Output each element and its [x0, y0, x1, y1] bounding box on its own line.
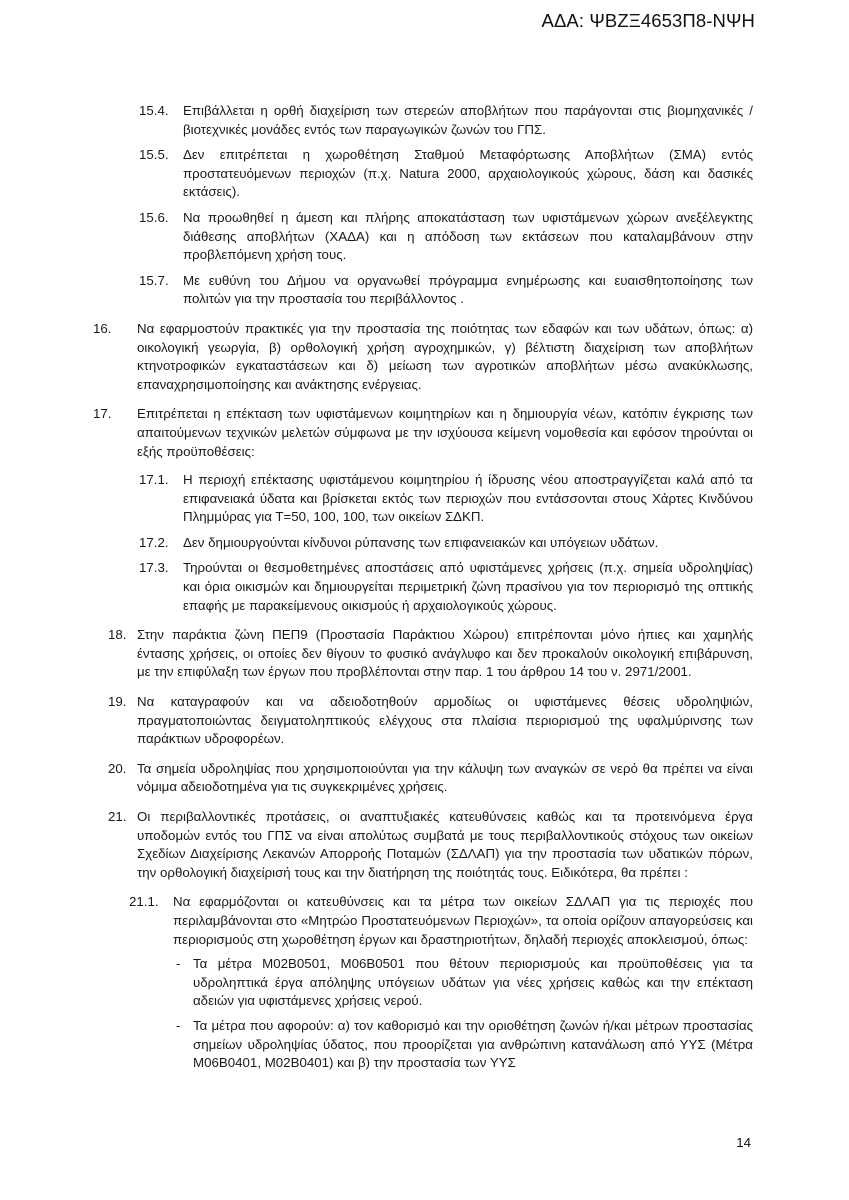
document-body	[0, 102, 849, 1079]
dash-bullet: -	[176, 956, 181, 972]
ada-code: ΑΔΑ: ΨΒΖΞ4653Π8-ΝΨΗ	[541, 10, 755, 31]
item-text: Τα μέτρα Μ02Β0501, Μ06Β0501 που θέτουν περιορισμούς και προϋποθέσεις για τα υδροληπτικά έργα απόληψης υπόγειων υδάτων για νέες χρήσεις καθώς και την επέκταση αδειών για υφιστάμενες χρήσεις νερού.	[193, 956, 753, 1009]
item-number: 15.5.	[139, 147, 169, 163]
list-item-17	[0, 405, 849, 461]
item-number: 17.	[93, 406, 112, 422]
list-item-16	[0, 320, 849, 394]
dash-item-measures-2	[0, 1017, 849, 1073]
item-text: Δεν επιτρέπεται η χωροθέτηση Σταθμού Μεταφόρτωσης Αποβλήτων (ΣΜΑ) εντός προστατευόμενων περιοχών (π.χ. Natura 2000, αρχαιολογικούς χώρους, δάση και δασικές εκτάσεις).	[183, 147, 753, 200]
list-item-17-1	[0, 471, 849, 527]
list-item-21	[0, 808, 849, 882]
item-text: Με ευθύνη του Δήμου να οργανωθεί πρόγραμμα ενημέρωσης και ευαισθητοποίησης των πολιτών για την προστασία του περιβάλλοντος .	[183, 272, 753, 307]
list-item-15-7	[0, 272, 849, 309]
item-text: Να εφαρμοστούν πρακτικές για την προστασία της ποιότητας των εδαφών και των υδάτων, όπως: α) οικολογική γεωργία, β) ορθολογική χρήση αγροχημικών, γ) βέλτιστη διαχείριση των αποβλήτων κτηνοτροφικών εγκαταστάσεων και δ) μείωση των αγροτικών αποβλήτων μέσω ανακύκλωσης, επαναχρησιμοποίησης και ανάκτησης ενέργειας.	[137, 320, 753, 392]
item-number: 20.	[108, 760, 127, 776]
list-item-17-2	[0, 534, 849, 553]
item-text: Να καταγραφούν και να αδειοδοτηθούν αρμοδίως οι υφιστάμενες θέσεις υδροληψιών, πραγματοποιώντας δειγματοληπτικούς ελέγχους στα πλαίσια περιορισμού της υφαλμύρινσης των παράκτιων υδροφορέων.	[137, 694, 753, 747]
item-number: 18.	[108, 627, 127, 643]
item-number: 15.4.	[139, 103, 169, 118]
list-item-15-4	[0, 102, 849, 139]
item-text: Οι περιβαλλοντικές προτάσεις, οι αναπτυξιακές κατευθύνσεις καθώς και τα προτεινόμενα έργα υποδομών εντός του ΓΠΣ να είναι απολύτως συμβατά με τους περιβαλλοντικούς στόχους των οικείων Σχεδίων Διαχείρισης Λεκανών Απορροής Ποταμών (ΣΔΛΑΠ) για την προστασία των υδατικών πόρων, την ορθολογική διαχείρισή τους και την διατήρηση της ποιότητάς τους. Ειδικότερα, θα πρέπει :	[137, 809, 753, 880]
list-item-17-3	[0, 559, 849, 615]
item-number: 15.7.	[139, 272, 169, 288]
item-text: Τα μέτρα που αφορούν: α) τον καθορισμό και την οριοθέτηση ζωνών ή/και μέτρων προστασίας σημείων υδροληψίας ύδατος, που προορίζεται για ανθρώπινη κατανάλωση από ΥΥΣ (Μέτρα Μ06Β0401, Μ02Β0401) και β) την προστασία των ΥΥΣ	[193, 1017, 753, 1071]
item-number: 17.3.	[139, 560, 169, 576]
item-number: 16.	[93, 320, 112, 336]
item-text: Δεν δημιουργούνται κίνδυνοι ρύπανσης των επιφανειακών και υπόγειων υδάτων.	[183, 534, 659, 550]
list-item-20	[0, 760, 849, 797]
item-number: 19.	[108, 694, 127, 710]
item-number: 21.	[108, 809, 127, 824]
dash-bullet: -	[176, 1017, 181, 1033]
item-number: 17.1.	[139, 472, 169, 488]
item-text: Να προωθηθεί η άμεση και πλήρης αποκατάσταση των υφιστάμενων χώρων ανεξέλεγκτης διάθεσης αποβλήτων (ΧΑΔΑ) και η απόδοση των εκτάσεων που καταλαμβάνουν στην προβλεπόμενη χρήση τους.	[183, 209, 753, 263]
item-number: 17.2.	[139, 534, 169, 550]
list-item-15-5	[0, 146, 849, 202]
item-number: 21.1.	[129, 894, 159, 910]
dash-item-measures-1	[0, 955, 849, 1011]
item-text: Στην παράκτια ζώνη ΠΕΠ9 (Προστασία Παράκτιου Χώρου) επιτρέπονται μόνο ήπιες και χαμηλής έντασης χρήσεις, οι οποίες δεν θίγουν το φυσικό ανάγλυφο και δεν προκαλούν οικολογική επιβάρυνση, με την επιφύλαξη των έργων που προβλέπονται στην παρ. 1 του άρθρου 14 του ν. 2971/2001.	[137, 627, 753, 680]
item-text: Τα σημεία υδροληψίας που χρησιμοποιούνται για την κάλυψη των αναγκών σε νερό θα πρέπει να είναι νόμιμα αδειοδοτημένα για τις συγκεκριμένες χρήσεις.	[137, 760, 753, 795]
item-text: Επιβάλλεται η ορθή διαχείριση των στερεών αποβλήτων που παράγονται στις βιομηχανικές / βιοτεχνικές μονάδες εντός των παραγωγικών ζωνών του ΓΠΣ.	[183, 103, 753, 137]
item-text: Να εφαρμόζονται οι κατευθύνσεις και τα μέτρα των οικείων ΣΔΛΑΠ για τις περιοχές που περιλαμβάνονται στο «Μητρώο Προστατευόμενων Περιοχών», τα οποία ορίζουν απαγορεύσεις και περιορισμούς στη χωροθέτηση έργων και δραστηριοτήτων, δηλαδή περιοχές αποκλεισμού, όπως:	[173, 894, 753, 947]
list-item-21-1	[0, 893, 849, 949]
item-text: Η περιοχή επέκτασης υφιστάμενου κοιμητηρίου ή ίδρυσης νέου αποστραγγίζεται καλά από τα επιφανειακά ύδατα και βρίσκεται εκτός των περιοχών που εντάσσονται στους Χάρτες Κινδύνου Πλημμύρας για Τ=50, 100, 100, των οικείων ΣΔΚΠ.	[183, 472, 753, 525]
item-number: 15.6.	[139, 209, 169, 225]
page-number: 14	[736, 1135, 751, 1150]
list-item-19	[0, 693, 849, 749]
item-text: Τηρούνται οι θεσμοθετημένες αποστάσεις από υφιστάμενες χρήσεις (π.χ. σημεία υδροληψίας) και όρια οικισμών και δημιουργείται περιμετρική ζώνη πρασίνου για τον περιορισμό της οπτικής επαφής με παρακείμενους οικισμούς ή αρχαιολογικούς χώρους.	[183, 560, 753, 613]
list-item-18	[0, 626, 849, 682]
item-text: Επιτρέπεται η επέκταση των υφιστάμενων κοιμητηρίων και η δημιουργία νέων, κατόπιν έγκρισης των απαιτούμενων τεχνικών μελετών σύμφωνα με την ισχύουσα κείμενη νομοθεσία και εφόσον τηρούνται οι εξής προϋποθέσεις:	[137, 406, 753, 459]
list-item-15-6	[0, 209, 849, 265]
